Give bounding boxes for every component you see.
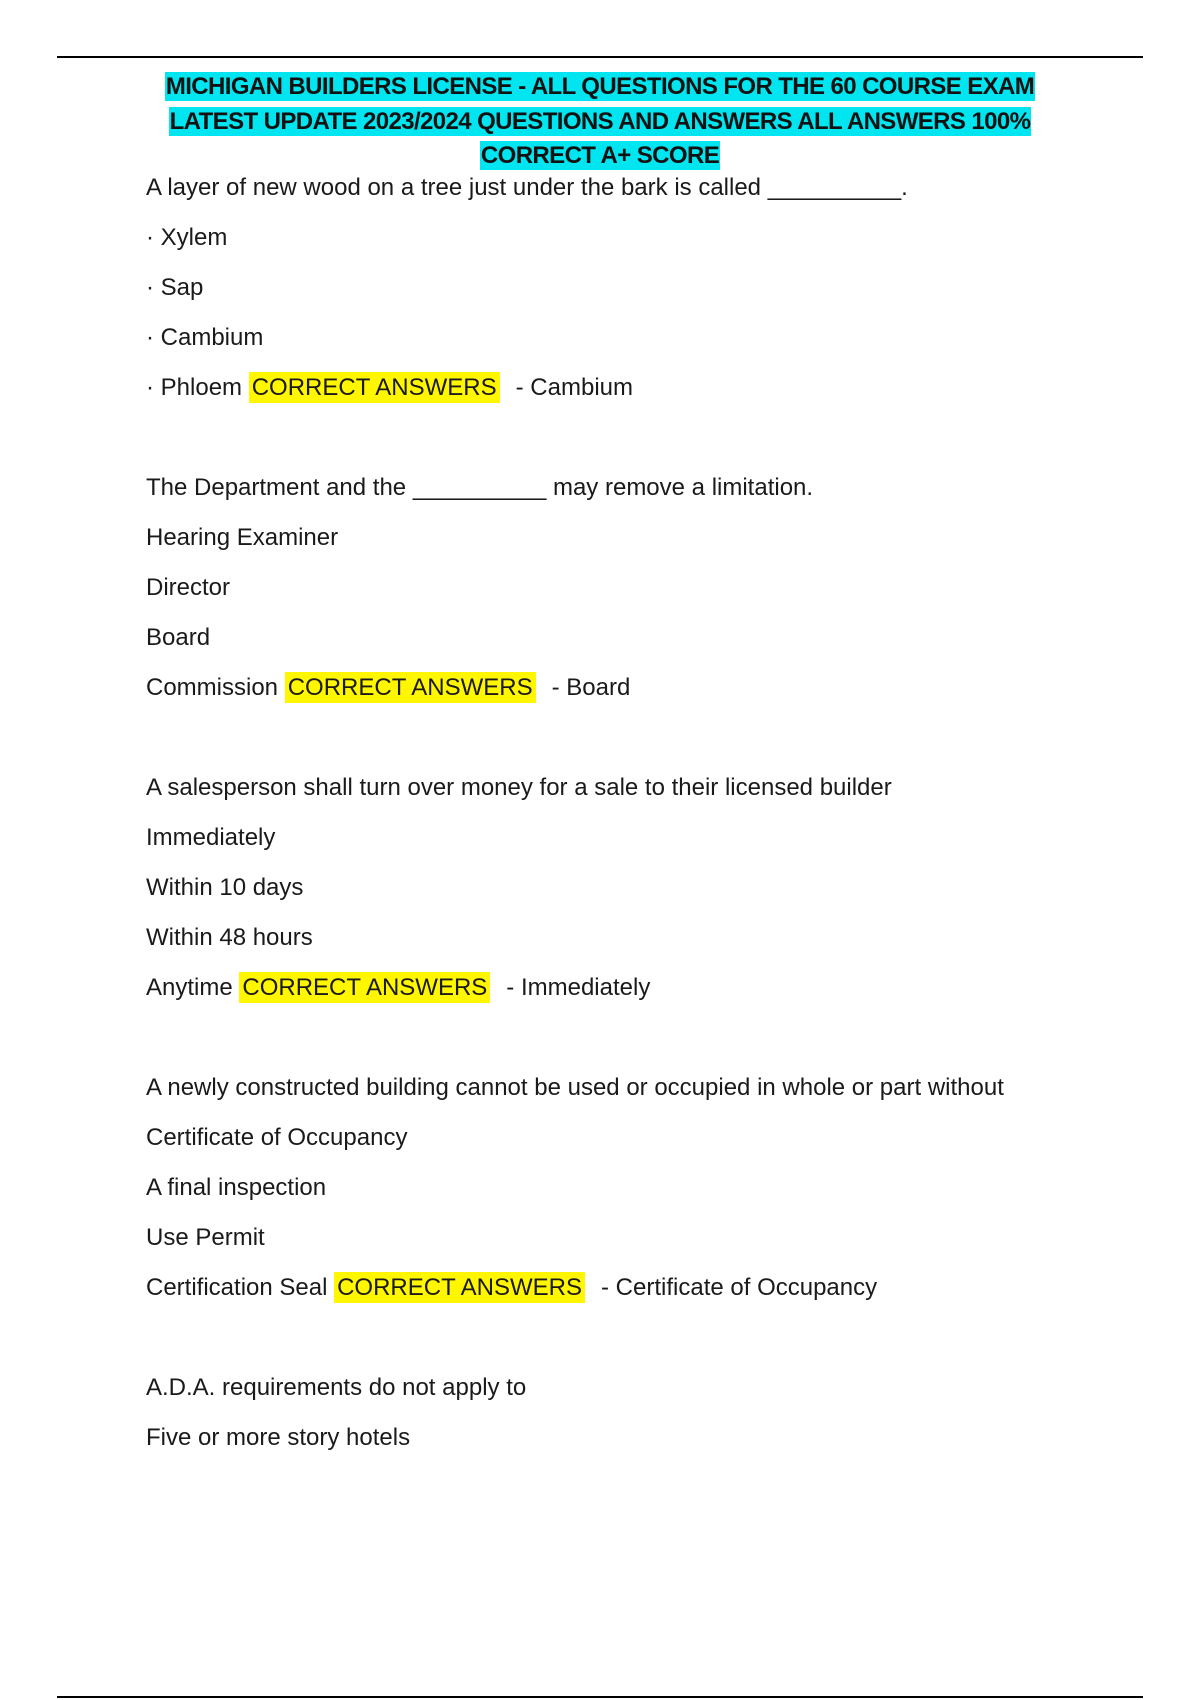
correct-answers-tag: CORRECT ANSWERS bbox=[285, 672, 536, 703]
option: Board bbox=[146, 624, 211, 651]
question-text: A.D.A. requirements do not apply to bbox=[146, 1374, 527, 1401]
question-text: A newly constructed building cannot be used or occupied in whole or part without bbox=[146, 1074, 1004, 1101]
header-rule bbox=[57, 56, 1143, 58]
answer-text: - Immediately bbox=[506, 974, 651, 1001]
option-with-answer bbox=[146, 972, 1046, 1004]
option: Within 10 days bbox=[146, 874, 304, 901]
option-with-answer bbox=[146, 672, 1046, 704]
option: Five or more story hotels bbox=[146, 1424, 411, 1451]
option: Within 48 hours bbox=[146, 924, 313, 951]
title-line-1: MICHIGAN BUILDERS LICENSE - ALL QUESTIONS FOR THE 60 COURSE EXAM bbox=[165, 73, 1035, 100]
question-text: A layer of new wood on a tree just under the bark is called __________. bbox=[146, 174, 908, 201]
option: Director bbox=[146, 574, 231, 601]
answer-text: - Board bbox=[551, 674, 631, 701]
title-line-3: CORRECT A+ SCORE bbox=[480, 142, 720, 169]
option-with-answer bbox=[146, 1272, 1046, 1304]
answer-text: - Certificate of Occupancy bbox=[601, 1274, 878, 1301]
option-label: Certification Seal bbox=[146, 1274, 328, 1301]
footer-rule bbox=[57, 1696, 1143, 1698]
question-block bbox=[146, 772, 1046, 1004]
question-text: A salesperson shall turn over money for a sale to their licensed builder bbox=[146, 774, 892, 801]
option: · Sap bbox=[146, 274, 204, 301]
question-block bbox=[146, 1372, 1046, 1454]
question-block bbox=[146, 1072, 1046, 1304]
correct-answers-tag: CORRECT ANSWERS bbox=[239, 972, 490, 1003]
option-label: Anytime bbox=[146, 974, 233, 1001]
questions-list bbox=[146, 172, 1046, 1472]
question-block bbox=[146, 472, 1046, 704]
option-label: · Phloem bbox=[146, 374, 243, 401]
option: Certificate of Occupancy bbox=[146, 1124, 408, 1151]
document-title bbox=[146, 70, 1054, 174]
title-line-2: LATEST UPDATE 2023/2024 QUESTIONS AND ANSWERS ALL ANSWERS 100% bbox=[169, 107, 1031, 135]
option: · Cambium bbox=[146, 324, 264, 351]
question-block bbox=[146, 172, 1046, 404]
option: Hearing Examiner bbox=[146, 524, 339, 551]
option: A final inspection bbox=[146, 1174, 327, 1201]
answer-text: - Cambium bbox=[515, 374, 633, 401]
correct-answers-tag: CORRECT ANSWERS bbox=[249, 372, 500, 403]
correct-answers-tag: CORRECT ANSWERS bbox=[334, 1272, 585, 1303]
question-text: The Department and the __________ may remove a limitation. bbox=[146, 474, 814, 501]
option-with-answer bbox=[146, 372, 1046, 404]
option: · Xylem bbox=[146, 224, 228, 251]
option-label: Commission bbox=[146, 674, 279, 701]
option: Use Permit bbox=[146, 1224, 265, 1251]
option: Immediately bbox=[146, 824, 276, 851]
